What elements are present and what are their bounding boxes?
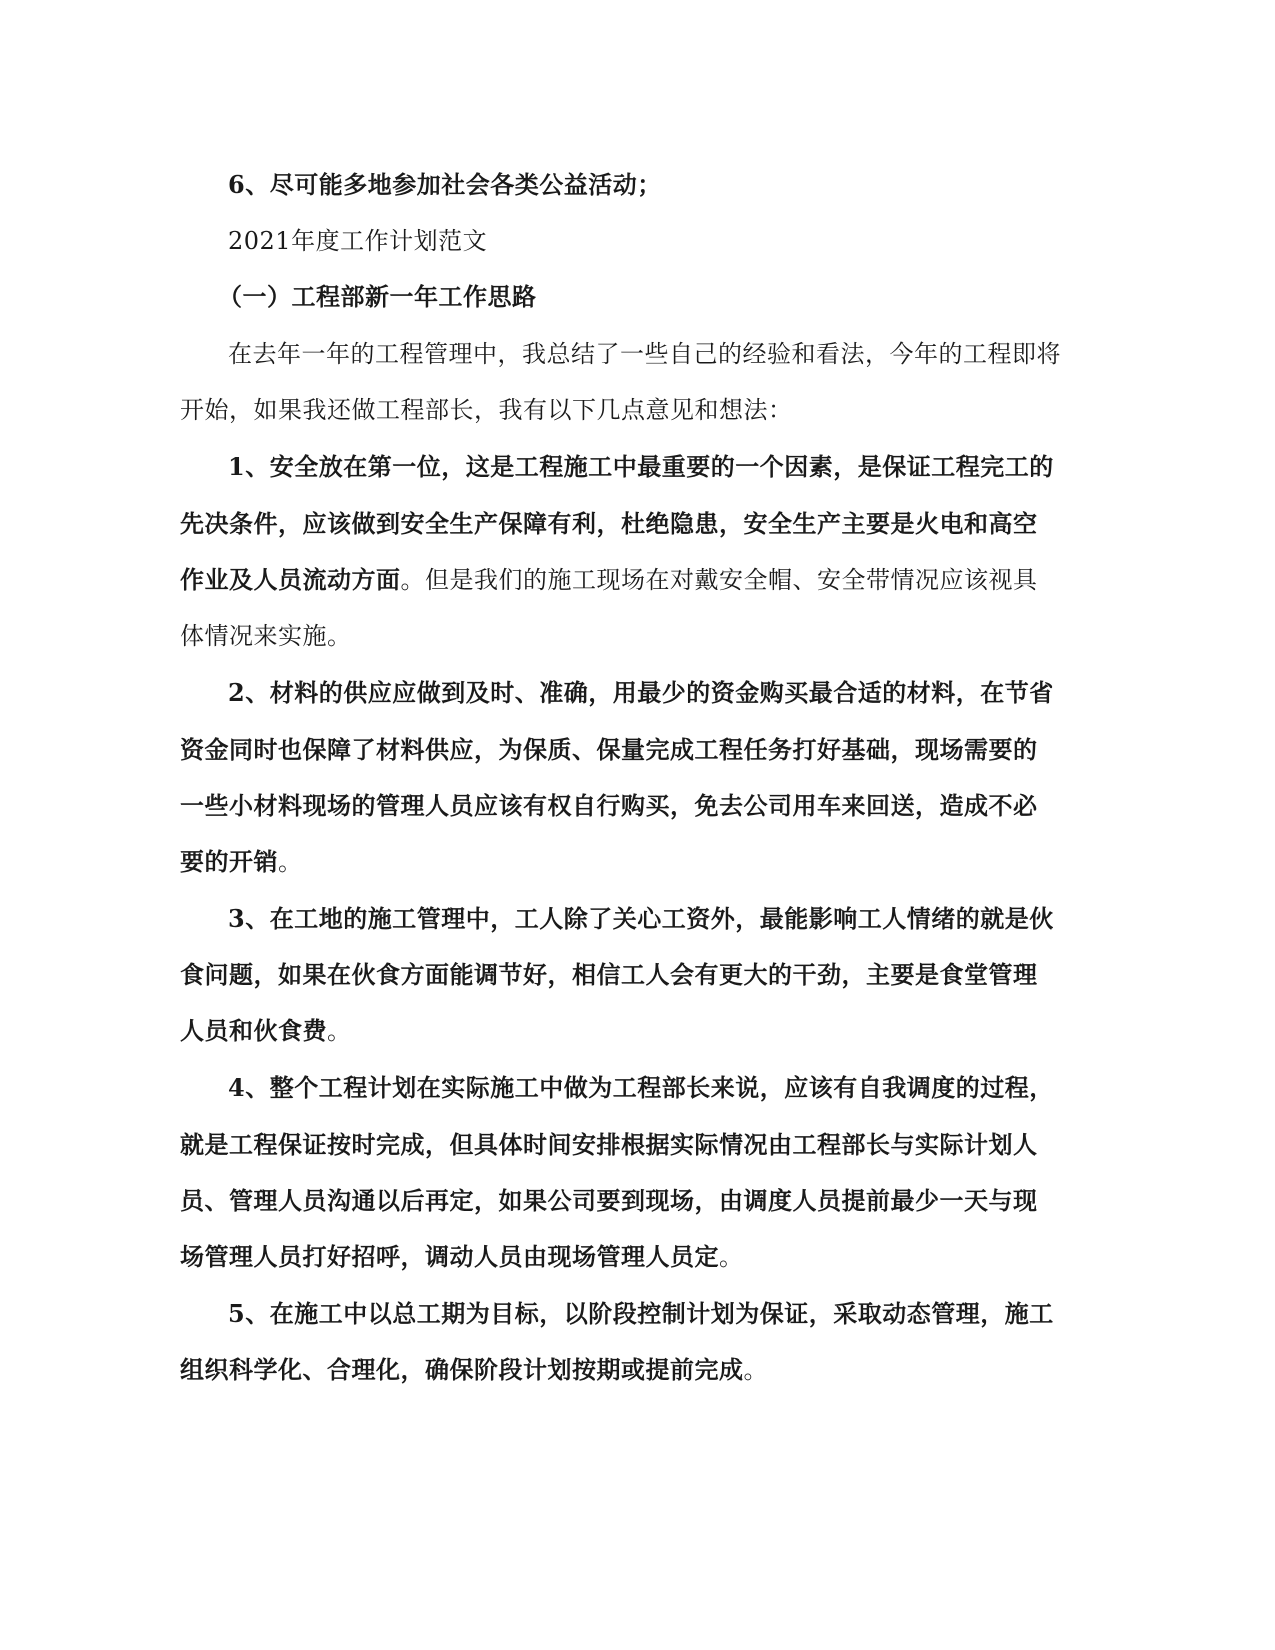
text-span: 3、在工地的施工管理中，工人除了关心工资外，最能影响工人情绪的就是伙 <box>228 904 1054 933</box>
text-span: 作业及人员流动方面 <box>180 565 401 594</box>
paragraph-line <box>180 1352 768 1388</box>
text-span: 。 <box>719 1243 744 1271</box>
text-span: 组织科学化、合理化，确保阶段计划按期或提前完成 <box>180 1355 744 1384</box>
paragraph-line <box>228 901 1054 937</box>
paragraph-line <box>228 1296 1054 1332</box>
subsection-heading <box>218 279 537 315</box>
text-span: 2、材料的供应应做到及时、准确，用最少的资金购买最合适的材料，在节省 <box>228 678 1054 707</box>
text-span: 。但是我们的施工现场在对戴安全帽、安全带情况应该视具 <box>400 566 1038 594</box>
paragraph-line <box>180 618 352 654</box>
list-item-6 <box>228 167 662 203</box>
text-span: 5、在施工中以总工期为目标，以阶段控制计划为保证，采取动态管理，施工 <box>228 1299 1054 1328</box>
text-span: 。 <box>278 848 303 876</box>
text-span: （一）工程部新一年工作思路 <box>218 282 537 311</box>
text-span: 场管理人员打好招呼，调动人员由现场管理人员定 <box>180 1242 719 1271</box>
text-span: 2021年度工作计划范文 <box>228 227 488 255</box>
text-span: 开始，如果我还做工程部长，我有以下几点意见和想法： <box>180 396 793 424</box>
paragraph-line <box>180 1013 352 1049</box>
text-span: 6、尽可能多地参加社会各类公益活动； <box>228 170 662 199</box>
text-span: 先决条件，应该做到安全生产保障有利，杜绝隐患，安全生产主要是火电和高空 <box>180 509 1038 538</box>
paragraph-line <box>180 506 1038 542</box>
text-span: 体情况来实施。 <box>180 622 352 650</box>
paragraph-line <box>228 1070 1054 1106</box>
text-span: 人员和伙食费 <box>180 1016 327 1045</box>
text-span: 资金同时也保障了材料供应，为保质、保量完成工程任务打好基础，现场需要的 <box>180 735 1038 764</box>
paragraph-line <box>180 732 1038 768</box>
text-span: 食问题，如果在伙食方面能调节好，相信工人会有更大的干劲，主要是食堂管理 <box>180 960 1038 989</box>
paragraph-line <box>180 392 793 428</box>
paragraph-line <box>180 957 1038 993</box>
paragraph-line <box>228 449 1054 485</box>
section-title <box>228 223 487 259</box>
text-span: 4、整个工程计划在实际施工中做为工程部长来说，应该有自我调度的过程， <box>228 1073 1054 1102</box>
text-span: 在去年一年的工程管理中，我总结了一些自己的经验和看法，今年的工程即将 <box>228 340 1061 368</box>
text-span: 一些小材料现场的管理人员应该有权自行购买，免去公司用车来回送，造成不必 <box>180 791 1038 820</box>
text-span: 就是工程保证按时完成，但具体时间安排根据实际情况由工程部长与实际计划人 <box>180 1130 1038 1159</box>
paragraph-line <box>180 1127 1038 1163</box>
paragraph-line <box>228 675 1054 711</box>
paragraph-line <box>180 1239 744 1275</box>
paragraph-line <box>180 788 1038 824</box>
paragraph-line <box>180 1183 1038 1219</box>
text-span: 。 <box>327 1017 352 1045</box>
paragraph-line <box>180 844 303 880</box>
text-span: 员、管理人员沟通以后再定，如果公司要到现场，由调度人员提前最少一天与现 <box>180 1186 1038 1215</box>
text-span: 1、安全放在第一位，这是工程施工中最重要的一个因素，是保证工程完工的 <box>228 452 1054 481</box>
text-span: 要的开销 <box>180 847 278 876</box>
paragraph-line <box>228 336 1061 372</box>
text-span: 。 <box>743 1356 768 1384</box>
paragraph-line <box>180 562 1038 598</box>
